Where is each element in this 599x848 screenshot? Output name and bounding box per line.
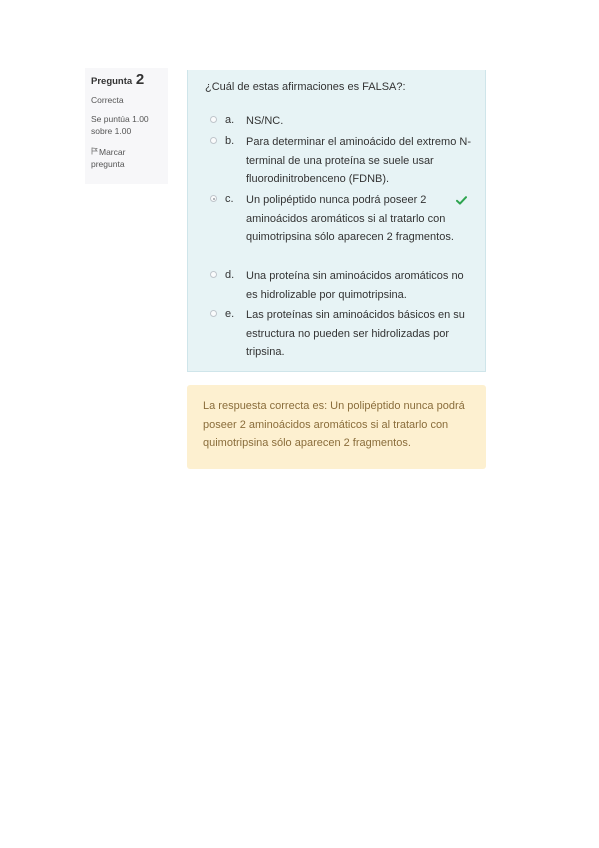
- flag-question-link[interactable]: [91, 146, 161, 170]
- answer-text: Las proteínas sin aminoácidos básicos en su estructura no pueden ser hidrolizadas por tripsina.: [246, 309, 465, 358]
- question-number: 2: [135, 71, 145, 88]
- answer-letter: e.: [225, 308, 235, 320]
- feedback-box: [187, 385, 486, 469]
- answer-text: Para determinar el aminoácido del extremo N-terminal de una proteína se suele usar fluorodinitrobenceno (FDNB).: [246, 136, 471, 185]
- answer-text: Una proteína sin aminoácidos aromáticos no es hidrolizable por quimotripsina.: [246, 270, 464, 301]
- question-grade: Se puntúa 1.00 sobre 1.00: [91, 114, 149, 136]
- answer-radio-d[interactable]: [210, 271, 217, 278]
- question-number-heading: [91, 72, 168, 90]
- answer-text-correct: [246, 191, 464, 247]
- answer-text: NS/NC.: [246, 115, 284, 127]
- answer-radio-e[interactable]: [210, 310, 217, 317]
- question-info-panel: [85, 68, 168, 184]
- answer-letter: a.: [225, 114, 235, 126]
- answer-radio-b[interactable]: [210, 137, 217, 144]
- question-formulation: [187, 70, 486, 372]
- flag-label: Marcar pregunta: [91, 147, 126, 169]
- question-text: ¿Cuál de estas afirmaciones es FALSA?:: [205, 81, 406, 93]
- question-state: Correcta: [91, 95, 124, 105]
- answer-letter: b.: [225, 135, 235, 147]
- check-icon: [456, 192, 467, 210]
- right-answer-text: La respuesta correcta es: Un polipéptido nunca podrá poseer 2 aminoácidos aromáticos si al tratarlo con quimotripsina sólo aparecen 2 fragmentos.: [203, 400, 465, 449]
- flag-icon: [91, 146, 98, 158]
- answer-letter: c.: [225, 193, 234, 205]
- answer-letter: d.: [225, 269, 235, 281]
- answer-radio-c[interactable]: [210, 195, 217, 202]
- answer-radio-a[interactable]: [210, 116, 217, 123]
- question-label: Pregunta: [91, 76, 133, 87]
- answer-text: Un polipéptido nunca podrá poseer 2 aminoácidos aromáticos si al tratarlo con quimotripsina sólo aparecen 2 fragmentos.: [246, 194, 454, 243]
